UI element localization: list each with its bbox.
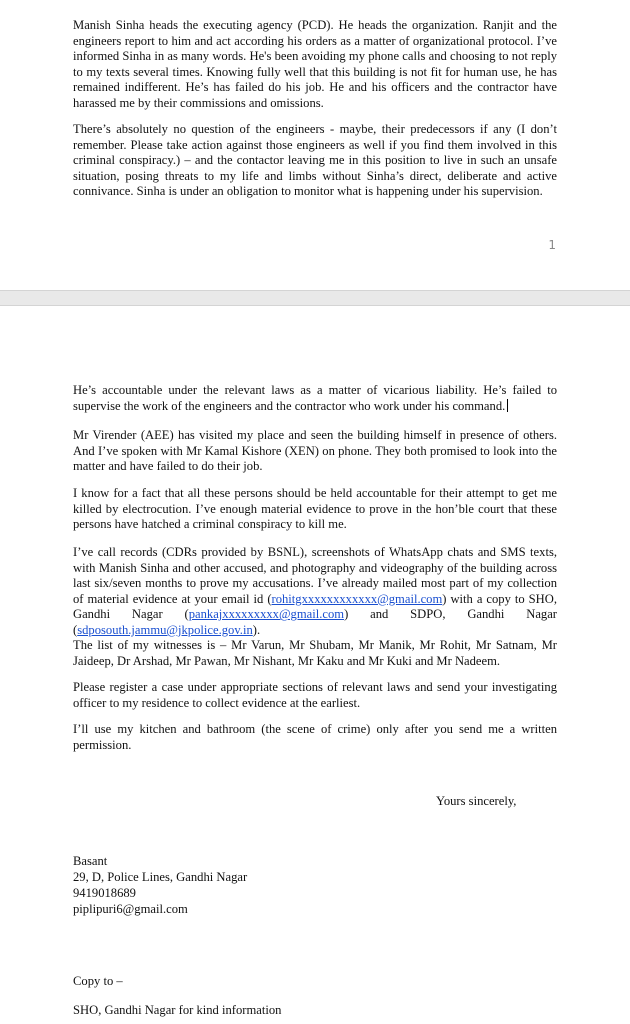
- page-break-gap: [0, 290, 630, 306]
- email-link-pankaj[interactable]: pankajxxxxxxxxx@gmail.com: [188, 607, 345, 622]
- paragraph-register-case: Please register a case under appropriate sections of relevant laws and send your investigating officer to my residence to collect evidence at the earliest.: [73, 680, 557, 710]
- email-link-rohit[interactable]: rohitgxxxxxxxxxxxx@gmail.com: [271, 591, 443, 606]
- paragraph-engineers-question: There’s absolutely no question of the engineers - maybe, their predecessors if any (I don’t remember. Please take action against those engineers as well if you find them involved in this criminal conspiracy.) – and the contactor leaving me in this position to live in such an unsafe situation, posing threats to my life and limbs without Sinha’s direct, deliberate and active connivance. Sinha is under an obligation to monitor what is happening under his supervision.: [73, 122, 557, 199]
- closing-yours-sincerely: Yours sincerely,: [436, 794, 517, 808]
- signature-phone: 9419018689: [73, 886, 136, 900]
- signature-address: 29, D, Police Lines, Gandhi Nagar: [73, 870, 248, 884]
- evidence-text-a: I’ve call records (CDRs provided by BSNL), screenshots of WhatsApp chats and SMS texts, with Manish Sinha and other accused, and photography and videography of the building across last six/seven months to prove my accusations. I’ve already mailed most part of my collection of material evidence at your email id (: [73, 545, 557, 606]
- copy-to-label: Copy to –: [73, 974, 123, 988]
- evidence-text-c: ) and SDPO, Gandhi Nagar (: [73, 607, 557, 637]
- document-page-1: [0, 0, 630, 290]
- paragraph-text: He’s accountable under the relevant laws as a matter of vicarious liability. He’s failed to supervise the work of the engineers and the contractor who work under his command.: [73, 383, 557, 413]
- email-link-sdpo[interactable]: sdposouth.jammu@jkpolice.gov.in: [77, 622, 253, 637]
- paragraph-vicarious-liability[interactable]: [73, 383, 557, 414]
- text-cursor: [507, 399, 508, 412]
- paragraph-accountability: I know for a fact that all these persons should be held accountable for their attempt to get me killed by electrocution. I’ve enough material evidence to prove in the hon’ble court that these persons have hatched a criminal conspiracy to kill me.: [73, 486, 557, 532]
- page-number: 1: [548, 238, 556, 252]
- evidence-text-b: ) with a copy to SHO, Gandhi Nagar (: [73, 591, 557, 622]
- paragraph-virender-visit: Mr Virender (AEE) has visited my place and seen the building himself in presence of others. And I’ve spoken with Mr Kamal Kishore (XEN) on phone. They both promised to look into the matter and have failed to do their job.: [73, 428, 557, 474]
- signature-email: piplipuri6@gmail.com: [73, 902, 188, 916]
- copy-to-recipient: SHO, Gandhi Nagar for kind information: [73, 1003, 282, 1017]
- paragraph-kitchen-bathroom: I’ll use my kitchen and bathroom (the scene of crime) only after you send me a written permission.: [73, 722, 557, 752]
- document-page-2: [0, 306, 630, 1024]
- evidence-text-d: ).: [252, 622, 261, 637]
- paragraph-witnesses: The list of my witnesses is – Mr Varun, Mr Shubam, Mr Manik, Mr Rohit, Mr Satnam, Mr Jaideep, Dr Arshad, Mr Pawan, Mr Nishant, Mr Kaku and Mr Kuki and Mr Nadeem.: [73, 638, 557, 668]
- paragraph-evidence: [73, 545, 557, 639]
- paragraph-sinha-heads-agency: Manish Sinha heads the executing agency (PCD). He heads the organization. Ranjit and the engineers report to him and act according his orders as a matter of organizational protocol. I’ve informed Sinha in as many words. He's been avoiding my phone calls and choosing to not reply to my texts several times. Knowing fully well that this building is not fit for human use, he has remained indifferent. He’s has failed do his job. He and his officers and the contractor have harassed me by their commissions and omissions.: [73, 18, 557, 110]
- signature-name: Basant: [73, 854, 108, 868]
